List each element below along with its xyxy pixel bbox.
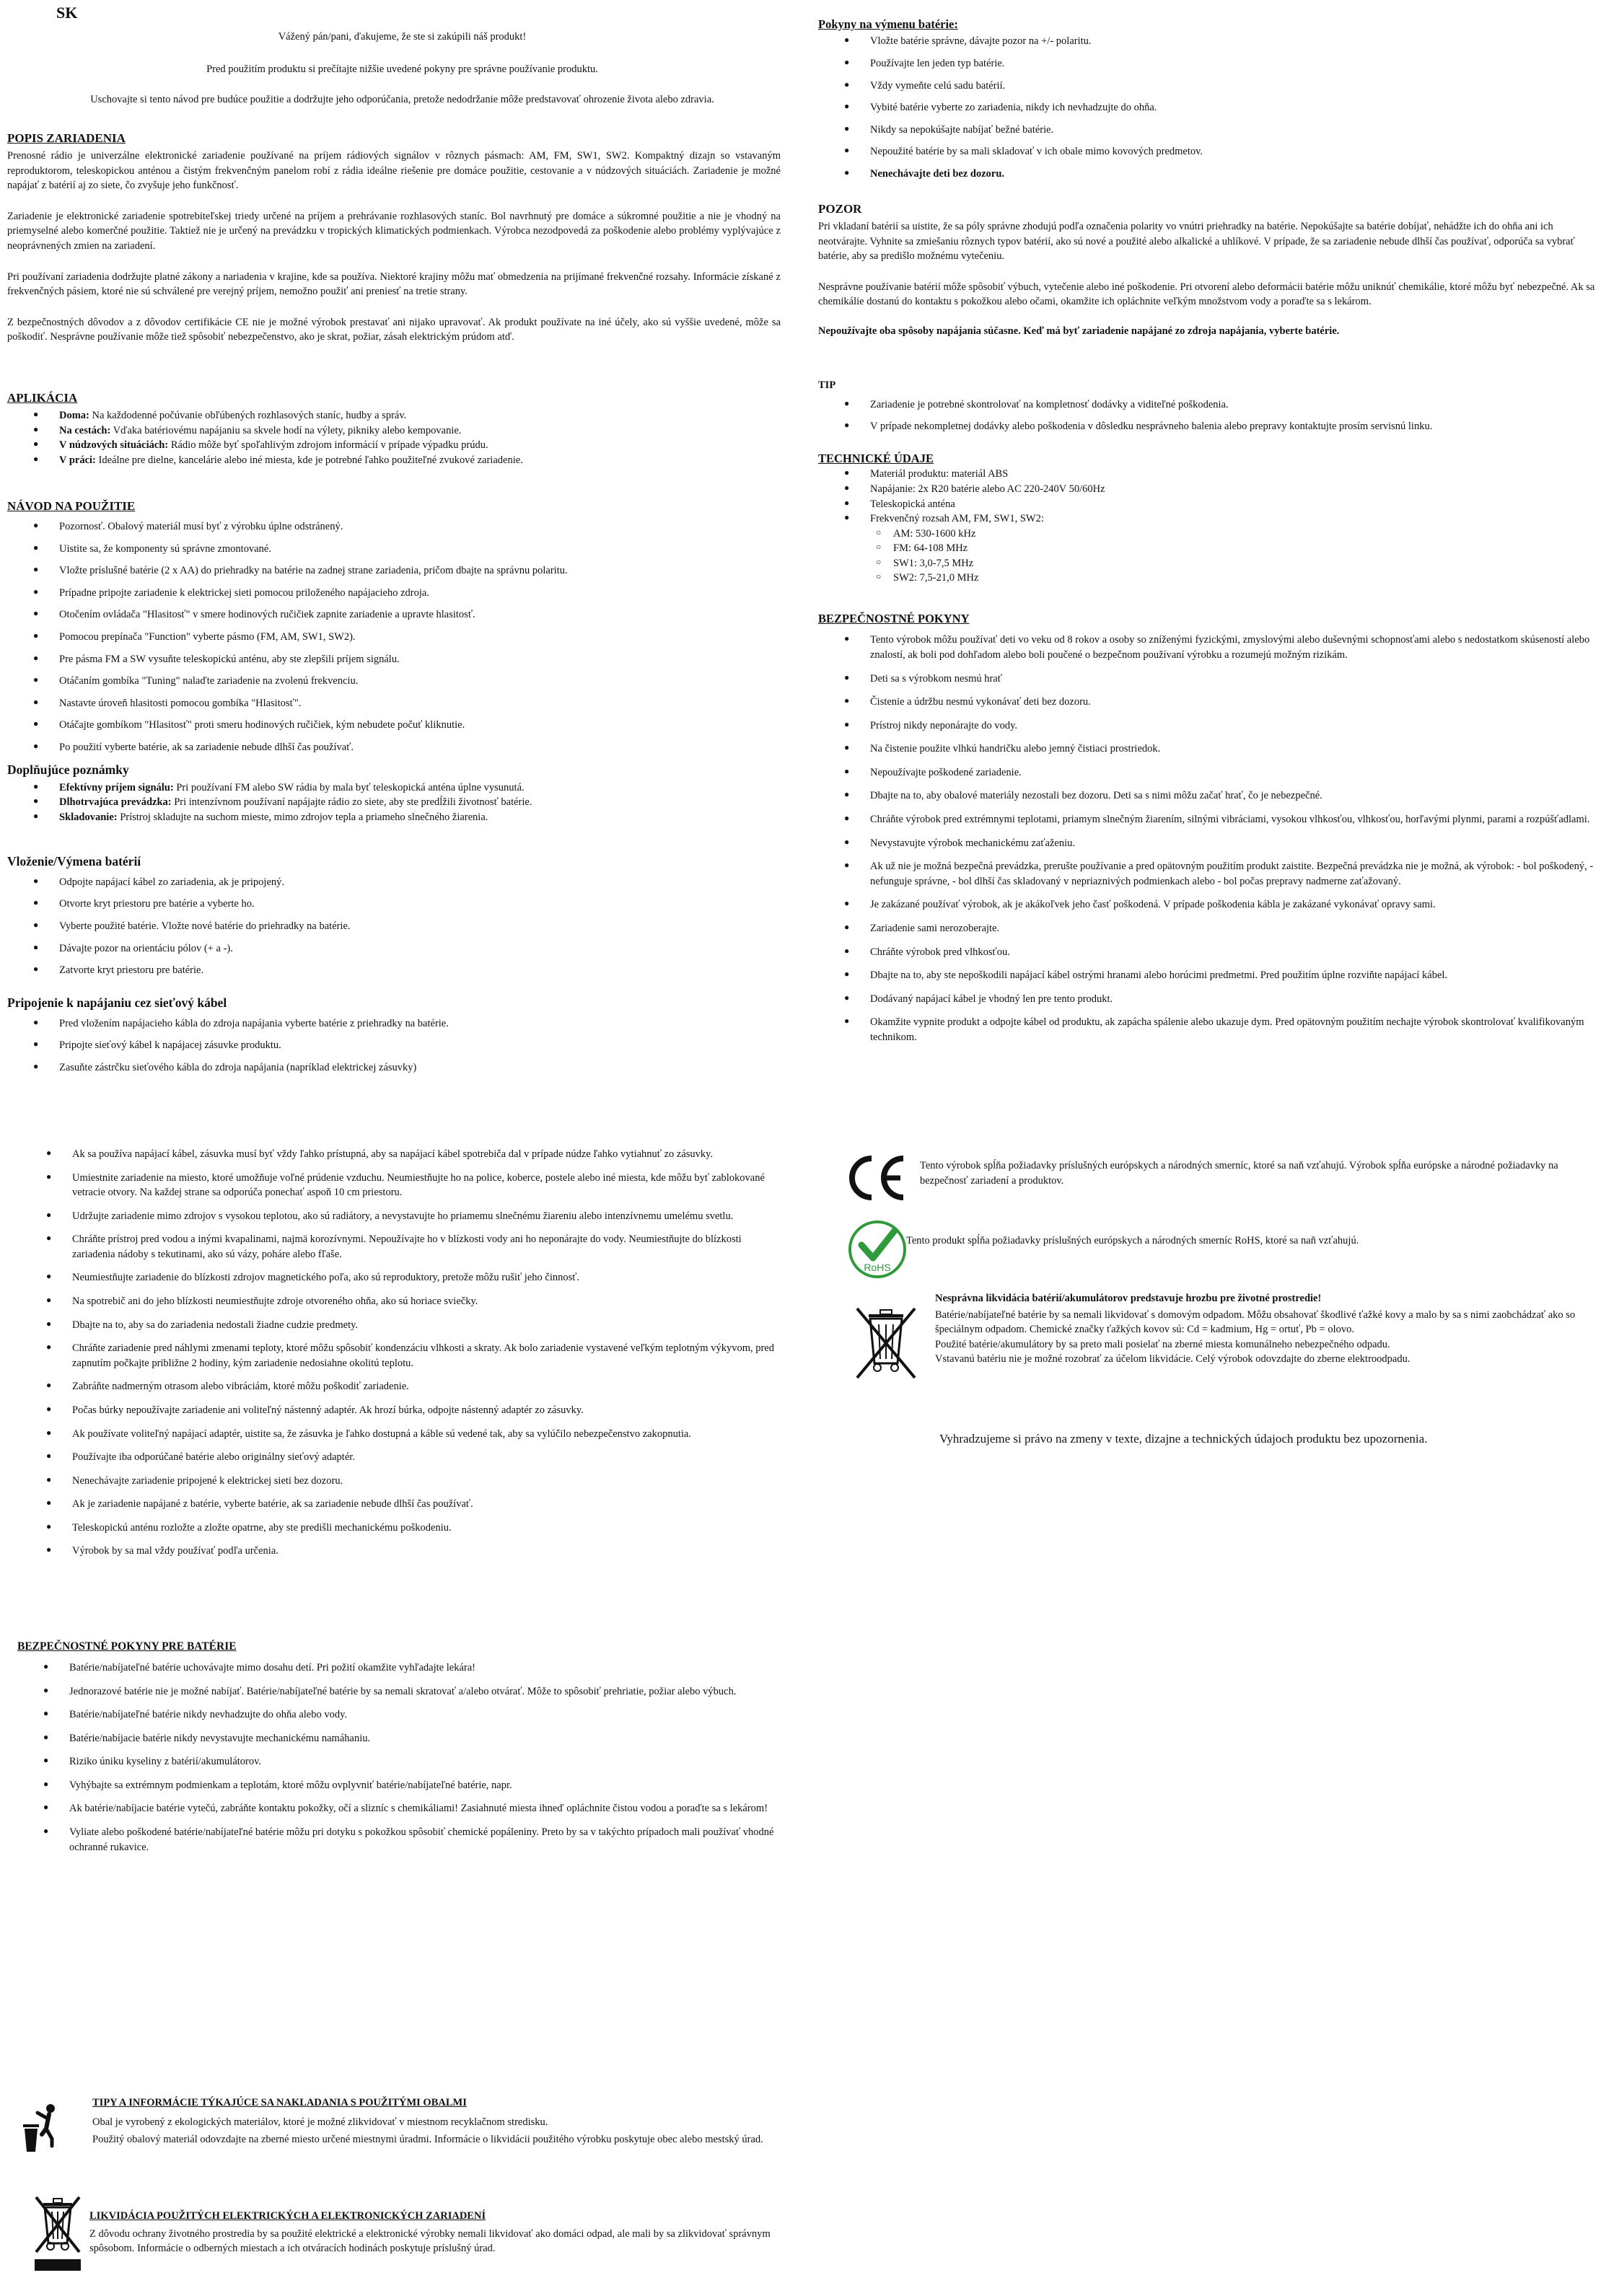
section-navod: [7, 498, 781, 762]
list-item: ● Je zakázané používať výrobok, ak je akákoľvek jeho časť poškodená. V prípade poškodenia kábla je zakázané vykonávať opravy sami.: [818, 897, 1599, 912]
list-item: ● Vyberte použité batérie. Vložte nové batérie do priehradky na batérie.: [7, 919, 781, 934]
list-item: ● Na čistenie použite vlhkú handričku alebo jemný čistiaci prostriedok.: [818, 742, 1599, 757]
list-item: ● Chráňte prístroj pred vodou a inými kvapalinami, najmä korozívnymi. Nepoužívajte ho v blízkosti vody ani ho neponárajte do vody. Neumiestňujte do blízkosti zariadenia nádoby s tekutinami, ako sú vázy, poháre alebo fľaše.: [20, 1232, 785, 1262]
list-item: ● Ak používate voliteľný napájací adaptér, uistite sa, že zásuvka je ľahko dostupná a káble sú vedené tak, aby sa vylúčilo nebezpečenstvo zakopnutia.: [20, 1427, 785, 1442]
list-item: ● Okamžite vypnite produkt a odpojte kábel od produktu, ak zapácha spálenie alebo ukazuje dym. Pred opätovným použitím nechajte výrobok skontrolovať kvalifikovaným technikom.: [818, 1015, 1599, 1044]
ce-statement: [920, 1158, 1591, 1188]
list-item: ● Otáčajte gombíkom "Hlasitosť" proti smeru hodinových ručičiek, kým nebudete počuť kliknutie.: [7, 718, 781, 733]
aplikacia-title: APLIKÁCIA: [7, 391, 78, 405]
list-item: ● Po použití vyberte batérie, ak sa zariadenie nebude dlhší čas používať.: [7, 740, 781, 755]
disclaimer-text: Vyhradzujeme si právo na zmeny v texte, dizajne a technických údajoch produktu bez upozornenia.: [939, 1432, 1428, 1446]
pozor-paragraph: Pri vkladaní batérií sa uistite, že sa póly správne zhodujú podľa označenia polarity vo vnútri priehradky na batérie. Nepokúšajte sa batérie dobíjať, nehádžte ich do ohňa ani ich neotvárajte. Vyhnite sa zmiešaniu rôznych typov batérií, ako sú nové a použité alebo alkalické a uhlíkové. V prípade, že sa zariadenie nebude dlhší čas používať, odporúča sa vybrať batérie, aby sa predišlo možnému vytečeniu.: [818, 221, 1575, 263]
list-item: ● Zasuňte zástrčku sieťového kábla do zdroja napájania (napríklad elektrickej zásuvky): [7, 1060, 781, 1076]
list-item: ● Uistite sa, že komponenty sú správne zmontované.: [7, 542, 781, 557]
navod-title: NÁVOD NA POUŽITIE: [7, 499, 136, 513]
list-item: ● Vždy vymeňte celú sadu batérií.: [818, 79, 1605, 94]
list-item: ● Vložte príslušné batérie (2 x AA) do priehradky na batérie na zadnej strane zariadenia, pričom dbajte na správnu polaritu.: [7, 563, 781, 579]
list-item: ● Pozornosť. Obalový materiál musí byť z výrobku úplne odstránený.: [7, 519, 781, 535]
list-item: ● Nenechávajte deti bez dozoru.: [818, 167, 1605, 182]
list-item: ● Zabráňte nadmerným otrasom alebo vibráciám, ktoré môžu poškodiť zariadenie.: [20, 1379, 785, 1394]
list-item: ● Ak už nie je možná bezpečná prevádzka, prerušte používanie a pred opätovným použitím produkt zaistite. Bezpečná prevádzka nie je možná, ak výrobok: - bol poškodený, - nefunguje správne, - bol dlhší čas skladovaný v nepriaznivých podmienkach alebo - bol počas prepravy nadmerne zaťažovaný.: [818, 859, 1599, 889]
technicke-title: TECHNICKÉ ÚDAJE: [818, 452, 934, 465]
list-item: ● Materiál produktu: materiál ABS: [818, 467, 1599, 482]
intro-2: Uschovajte si tento návod pre budúce použitie a dodržujte jeho odporúčania, pretože nedodržanie môže predstavovať ohrozenie života alebo zdravia.: [90, 94, 714, 106]
pozor-warning: Nepoužívajte oba spôsoby napájania súčasne. Keď má byť zariadenie napájané zo zdroja napájania, vyberte batérie.: [818, 325, 1340, 338]
list-item: ● Na cestách: Vďaka batériovému napájaniu sa skvele hodí na výlety, pikniky alebo kempovanie.: [7, 423, 781, 439]
list-item: ● Batérie/nabíjateľné batérie nikdy nevhadzujte do ohňa alebo vody.: [17, 1707, 785, 1723]
list-item: ● Dbajte na to, aby ste nepoškodili napájací kábel ostrými hranami alebo horúcimi predmetmi. Pred použitím úplne rozviňte napájací kábel.: [818, 968, 1599, 983]
list-item: ● Zariadenie sami nerozoberajte.: [818, 921, 1599, 936]
popis-paragraph: Prenosné rádio je univerzálne elektronické zariadenie používané na príjem rádiových signálov v rôznych pásmach: AM, FM, SW1, SW2. Kompaktný dizajn so vstavaným reproduktorom, teleskopickou anténou a čistým frekvenčným panelom robí z rádia ideálne riešenie pre domáce použitie, cestovanie a v núdzových situáciách. Zariadenie je možné napájať z batérií aj zo siete, čo zvyšuje jeho funkčnosť.: [7, 150, 781, 192]
popis-paragraph: Pri používaní zariadenia dodržujte platné zákony a nariadenia v krajine, kde sa používa. Niektoré krajiny môžu mať obmedzenia na prijímané frekvenčné rozsahy. Informácie získané z frekvenčných pásiem, ktoré nie sú schválené pre verejný príjem, nemožno použiť ani preniesť na tretie strany.: [7, 270, 781, 298]
list-item: ● V prípade nekompletnej dodávky alebo poškodenia v dôsledku nesprávneho balenia alebo prepravy kontaktujte prosím servisnú linku.: [818, 419, 1599, 434]
popis-paragraph: Z bezpečnostných dôvodov a z dôvodov certifikácie CE nie je možné výrobok prestavať ani nijako upravovať. Ak produkt používate na iné účely, ako sú vyššie uvedené, môže sa poškodiť. Nesprávne používanie môže tiež spôsobiť nebezpečenstvo, ako je skrat, požiar, zásah elektrickým prúdom atď.: [7, 316, 781, 343]
header: [7, 1, 797, 107]
list-item: ● Nepoužívajte poškodené zariadenie.: [818, 765, 1599, 780]
list-item: ● Zariadenie je potrebné skontrolovať na kompletnosť dodávky a viditeľné poškodenia.: [818, 397, 1599, 413]
frequency-list: [818, 527, 1599, 586]
list-item: ● Čistenie a údržbu nesmú vykonávať deti bez dozoru.: [818, 695, 1599, 710]
list-item: ● Vybité batérie vyberte zo zariadenia, nikdy ich nevhadzujte do ohňa.: [818, 100, 1605, 115]
pokyny-vymena-list: [818, 34, 1605, 181]
language-code: SK: [56, 4, 78, 22]
list-item: ○ SW2: 7,5-21,0 MHz: [818, 571, 1599, 586]
list-item: ● Teleskopickú anténu rozložte a zložte opatrne, aby ste predišli mechanickému poškodeniu.: [20, 1521, 785, 1536]
list-item: ● Dodávaný napájací kábel je vhodný len pre tento produkt.: [818, 992, 1599, 1007]
list-item: ● Pripojte sieťový kábel k napájacej zásuvke produktu.: [7, 1038, 781, 1053]
list-item: ● Prípadne pripojte zariadenie k elektrickej sieti pomocou priloženého napájacieho zdroja.: [7, 586, 781, 601]
list-item: ● Napájanie: 2x R20 batérie alebo AC 220-240V 50/60Hz: [818, 482, 1599, 497]
list-item: ● Teleskopická anténa: [818, 497, 1599, 512]
list-item: ● Batérie/nabíjateľné batérie uchovávajte mimo dosahu detí. Pri požití okamžite vyhľadajte lekára!: [17, 1661, 785, 1676]
safety-left-list: [20, 1147, 785, 1559]
section-vlozenie: [7, 853, 781, 985]
list-item: ● Deti sa s výrobkom nesmú hrať: [818, 672, 1599, 687]
pozor-title: POZOR: [818, 202, 862, 216]
list-item: ● Vložte batérie správne, dávajte pozor na +/- polaritu.: [818, 34, 1605, 49]
list-item: ● V práci: Ideálne pre dielne, kancelárie alebo iné miesta, kde je potrebné ľahko použiteľné zvukové zariadenie.: [7, 453, 781, 468]
rohs-text: Tento produkt spĺňa požiadavky príslušných európskych a národných smerníc RoHS, ktoré sa naň vzťahujú.: [906, 1235, 1359, 1246]
pozor-paragraph: Nesprávne používanie batérií môže spôsobiť výbuch, vytečenie alebo iné poškodenie. Pri otvorení alebo deformácii batérie môžu uniknúť chemikálie, ktoré môžu byť nebezpečné. Ak sa chemikálie dostanú do kontaktu s pokožkou alebo očami, okamžite ich opláchnite veľkým množstvom vody a poraďte sa s lekárom.: [818, 281, 1595, 308]
list-item: ● Ak batérie/nabíjacie batérie vytečú, zabráňte kontaktu pokožky, očí a slizníc s chemikáliami! Zasiahnuté miesta ihneď opláchnite čistou vodou a poraďte sa s lekárom!: [17, 1801, 785, 1816]
technicke-list: [818, 467, 1599, 526]
obaly-line: Použitý obalový materiál odovzdajte na zberné miesto určené miestnymi úradmi. Informácie o likvidácii použitého výrobku poskytuje obec alebo mestský úrad.: [92, 2134, 763, 2146]
bezpecnostne-list: [818, 633, 1599, 1044]
weee-line: Vstavanú batériu nie je možné rozobrať za účelom likvidácie. Celý výrobok odovzdajte do zberne elektroodpadu.: [935, 1353, 1410, 1365]
likvidacia-text: Z dôvodu ochrany životného prostredia by sa použité elektrické a elektronické výrobky nemali likvidovať ako domáci odpad, ale mali by sa zlikvidovať správnym spôsobom. Informácie o odberných miestach a ich otváracích hodinách poskytuje príslušný úrad.: [89, 2227, 771, 2255]
list-item: ● Dbajte na to, aby obalové materiály nezostali bez dozoru. Deti sa s nimi môžu začať hrať, čo je nebezpečné.: [818, 788, 1599, 804]
list-item: ● Tento výrobok môžu používať deti vo veku od 8 rokov a osoby so zníženými fyzickými, zmyslovými alebo duševnými schopnosťami alebo s nedostatkom skúseností alebo znalostí, ak boli pod dohľadom alebo boli poučené o bezpečnom používaní výrobku a rozumejú možným rizikám.: [818, 633, 1599, 662]
list-item: ● Riziko úniku kyseliny z batérií/akumulátorov.: [17, 1754, 785, 1769]
doplnujuce-title: Doplňujúce poznámky: [7, 762, 129, 777]
pripojenie-list: [7, 1016, 781, 1076]
obaly-line: Obal je vyrobený z ekologických materiálov, ktoré je možné zlikvidovať v miestnom recyklačnom stredisku.: [92, 2116, 548, 2128]
list-item: ● Vyhýbajte sa extrémnym podmienkam a teplotám, ktoré môžu ovplyvniť batérie/nabíjateľné batérie, napr.: [17, 1778, 785, 1793]
list-item: ● Nenechávajte zariadenie pripojené k elektrickej sieti bez dozoru.: [20, 1474, 785, 1489]
popis-title: POPIS ZARIADENIA: [7, 131, 126, 145]
vlozenie-list: [7, 875, 781, 978]
aplikacia-list: [7, 408, 781, 467]
list-item: ● Otvorte kryt priestoru pre batérie a vyberte ho.: [7, 897, 781, 912]
ce-text: Tento výrobok spĺňa požiadavky príslušných európskych a národných smerníc, ktoré sa naň vzťahujú. Výrobok spĺňa európske a národné požiadavky na bezpečnosť zariadení a produktov.: [920, 1160, 1558, 1187]
list-item: ● Počas búrky nepoužívajte zariadenie ani voliteľný nástenný adaptér. Ak hrozí búrka, odpojte nástenný adaptér zo zásuvky.: [20, 1403, 785, 1418]
vlozenie-title: Vloženie/Výmena batérií: [7, 854, 141, 868]
section-pripojenie: [7, 994, 781, 1083]
list-item: ● Otáčaním gombíka "Tuning" nalaďte zariadenie na zvolenú frekvenciu.: [7, 674, 781, 689]
list-item: ● Prístroj nikdy neponárajte do vody.: [818, 718, 1599, 734]
list-item: ● Vyliate alebo poškodené batérie/nabíjateľné batérie môžu pri dotyku s pokožkou spôsobiť chemické popáleniny. Preto by sa v takýchto prípadoch mali používať vhodné ochranné rukavice.: [17, 1825, 785, 1855]
section-pokyny-vymena: [818, 16, 1605, 188]
list-item: ● V núdzových situáciách: Rádio môže byť spoľahlivým zdrojom informácií v prípade výpadku prúdu.: [7, 438, 781, 453]
list-item: ● Nevystavujte výrobok mechanickému zaťaženiu.: [818, 836, 1599, 851]
rohs-check-icon: [847, 1219, 908, 1280]
weee-title: Nesprávna likvidácia batérií/akumulátorov predstavuje hrozbu pre životné prostredie!: [935, 1293, 1322, 1304]
list-item: ● Používajte len jeden typ batérie.: [818, 56, 1605, 71]
intro-1: Pred použitím produktu si prečítajte nižšie uvedené pokyny pre správne používanie produktu.: [206, 63, 598, 75]
section-bezp-baterie: [17, 1639, 785, 1863]
list-item: ● Na spotrebič ani do jeho blízkosti neumiestňujte zdroje otvoreného ohňa, ako sú horiace sviečky.: [20, 1294, 785, 1309]
section-obaly: [92, 2095, 785, 2147]
bezpecnostne-title: BEZPEČNOSTNÉ POKYNY: [818, 612, 970, 625]
section-popis: [7, 130, 781, 345]
list-item: ○ SW1: 3,0-7,5 MHz: [818, 556, 1599, 571]
list-item: ● Dbajte na to, aby sa do zariadenia nedostali žiadne cudzie predmety.: [20, 1318, 785, 1333]
tip-title: TIP: [818, 379, 836, 391]
list-item: ● Ak sa používa napájací kábel, zásuvka musí byť vždy ľahko prístupná, aby sa napájací kábel spotrebiča dal v prípade núdze ľahko vytiahnuť zo zásuvky.: [20, 1147, 785, 1162]
list-item: ● Efektívny príjem signálu: Pri používaní FM alebo SW rádia by mala byť teleskopická anténa úplne vysunutá.: [7, 780, 781, 796]
section-pozor: [818, 201, 1599, 339]
list-item: ● Skladovanie: Prístroj skladujte na suchom mieste, mimo zdrojov tepla a priameho slnečného žiarenia.: [7, 810, 781, 825]
list-item: ○ FM: 64-108 MHz: [818, 541, 1599, 556]
bezp-baterie-title: BEZPEČNOSTNÉ POKYNY PRE BATÉRIE: [17, 1640, 237, 1653]
list-item: ● Zatvorte kryt priestoru pre batérie.: [7, 963, 781, 978]
disclaimer: [939, 1430, 1603, 1448]
list-item: ● Dlhotrvajúca prevádzka: Pri intenzívnom používaní napájajte rádio zo siete, aby ste predĺžili životnosť batérie.: [7, 795, 781, 810]
weee-battery-block: [935, 1291, 1599, 1367]
list-item: ● Otočením ovládača "Hlasitosť" v smere hodinových ručičiek zapnite zariadenie a upravte hlasitosť.: [7, 607, 781, 623]
list-item: ● Pomocou prepínača "Function" vyberte pásmo (FM, AM, SW1, SW2).: [7, 630, 781, 645]
weee-line: Batérie/nabíjateľné batérie by sa nemali likvidovať s domovým odpadom. Môžu obsahovať škodlivé ťažké kovy a malo by sa s nimi zaobchádzať ako so špeciálnym odpadom. Chemické značky ťažkých kovov sú: Cd = kadmium, Hg = ortuť, Pb = olovo.: [935, 1308, 1576, 1336]
list-item: ○ AM: 530-1600 kHz: [818, 527, 1599, 542]
list-item: ● Chráňte výrobok pred vlhkosťou.: [818, 945, 1599, 960]
list-item: ● Nikdy sa nepokúšajte nabíjať bežné batérie.: [818, 123, 1605, 138]
list-item: ● Nepoužité batérie by sa mali skladovať v ich obale mimo kovových predmetov.: [818, 144, 1605, 159]
doplnujuce-list: [7, 780, 781, 825]
list-item: ● Neumiestňujte zariadenie do blízkosti zdrojov magnetického poľa, ako sú reproduktory, pretože môžu rušiť jeho činnosť.: [20, 1270, 785, 1285]
section-technicke: [818, 450, 1599, 586]
bezp-baterie-list: [17, 1661, 785, 1855]
list-item: ● Výrobok by sa mal vždy používať podľa určenia.: [20, 1544, 785, 1559]
list-item: ● Pre pásma FM a SW vysuňte teleskopickú anténu, aby ste zlepšili príjem signálu.: [7, 652, 781, 667]
rohs-statement: [906, 1233, 1592, 1249]
list-item: ● Jednorazové batérie nie je možné nabíjať. Batérie/nabíjateľné batérie by sa nemali skratovať a/alebo otvárať. Môže to spôsobiť prehriatie, požiar alebo výbuch.: [17, 1684, 785, 1699]
crossed-bin-icon: [32, 2193, 87, 2272]
rohs-mark-label: RoHS: [864, 1262, 891, 1273]
trash-bin-icon: [22, 2103, 62, 2153]
popis-paragraph: Zariadenie je elektronické zariadenie spotrebiteľskej triedy určené na príjem a prehrávanie rozhlasových staníc. Bol navrhnutý pre domáce a súkromné použitie a nie je vhodný na priemyselné alebo komerčné použitie. Taktiež nie je určený na prevádzku v tropických klimatických podmienkach. Výrobca nezodpovedá za poškodenie alebo problémy vyplývajúce z neoprávnených zmien na zariadení.: [7, 210, 781, 252]
weee-line: Použité batérie/akumulátory by sa preto mali posielať na zberné miesta komunálneho nebezpečného odpadu.: [935, 1338, 1390, 1350]
list-item: ● Používajte iba odporúčané batérie alebo originálny sieťový adaptér.: [20, 1450, 785, 1465]
likvidacia-title: LIKVIDÁCIA POUŽITÝCH ELEKTRICKÝCH A ELEKTRONICKÝCH ZARIADENÍ: [89, 2210, 486, 2222]
pokyny-vymena-title: Pokyny na výmenu batérie:: [818, 17, 958, 31]
greeting: Vážený pán/pani, ďakujeme, že ste si zakúpili náš produkt!: [278, 31, 527, 43]
list-item: ● Frekvenčný rozsah AM, FM, SW1, SW2:: [818, 511, 1599, 527]
list-item: ● Doma: Na každodenné počúvanie obľúbených rozhlasových staníc, hudby a správ.: [7, 408, 781, 423]
section-aplikacia: [7, 390, 781, 467]
tip-list: [818, 397, 1599, 434]
obaly-title: TIPY A INFORMÁCIE TÝKAJÚCE SA NAKLADANIA S POUŽITÝMI OBALMI: [92, 2097, 467, 2108]
navod-list: [7, 519, 781, 755]
list-item: ● Dávajte pozor na orientáciu pólov (+ a -).: [7, 941, 781, 956]
ce-mark-icon: [846, 1153, 908, 1203]
section-safety-left: [20, 1147, 785, 1567]
list-item: ● Udržujte zariadenie mimo zdrojov s vysokou teplotou, ako sú radiátory, a nevystavujte ho priamemu slnečnému žiareniu alebo intenzívnemu umelému svetlu.: [20, 1209, 785, 1224]
list-item: ● Odpojte napájací kábel zo zariadenia, ak je pripojený.: [7, 875, 781, 890]
section-bezpecnostne: [818, 610, 1599, 1053]
list-item: ● Umiestnite zariadenie na miesto, ktoré umožňuje voľné prúdenie vzduchu. Neumiestňujte ho na police, koberce, postele alebo iné miesta, kde môžu byť zablokované vetracie otvory. Na každej strane sa odporúča ponechať aspoň 10 cm priestoru.: [20, 1171, 785, 1200]
list-item: ● Nastavte úroveň hlasitosti pomocou gombíka "Hlasitosť".: [7, 696, 781, 711]
section-likvidacia: [89, 2209, 785, 2256]
list-item: ● Batérie/nabíjacie batérie nikdy nevystavujte mechanickému namáhaniu.: [17, 1731, 785, 1746]
list-item: ● Pred vložením napájacieho kábla do zdroja napájania vyberte batérie z priehradky na batérie.: [7, 1016, 781, 1032]
list-item: ● Chráňte výrobok pred extrémnymi teplotami, priamym slnečným žiarením, silnými vibráciami, vysokou vlhkosťou, vlhkosťou, horľavými plynmi, parami a rozpúšťadlami.: [818, 812, 1599, 827]
section-tip: [818, 378, 1599, 441]
section-doplnujuce: [7, 761, 781, 825]
crossed-bin-battery-icon: [840, 1306, 934, 1386]
list-item: ● Ak je zariadenie napájané z batérie, vyberte batérie, ak sa zariadenie nebude dlhší čas používať.: [20, 1497, 785, 1512]
list-item: ● Chráňte zariadenie pred náhlymi zmenami teploty, ktoré môžu spôsobiť kondenzáciu vlhkosti a skraty. Ak bolo zariadenie vystavené veľkým teplotným výkyvom, pred zapnutím počkajte približne 2 hodiny, kým zariadenie nedosiahne okolitú teplotu.: [20, 1341, 785, 1371]
pripojenie-title: Pripojenie k napájaniu cez sieťový kábel: [7, 995, 227, 1010]
